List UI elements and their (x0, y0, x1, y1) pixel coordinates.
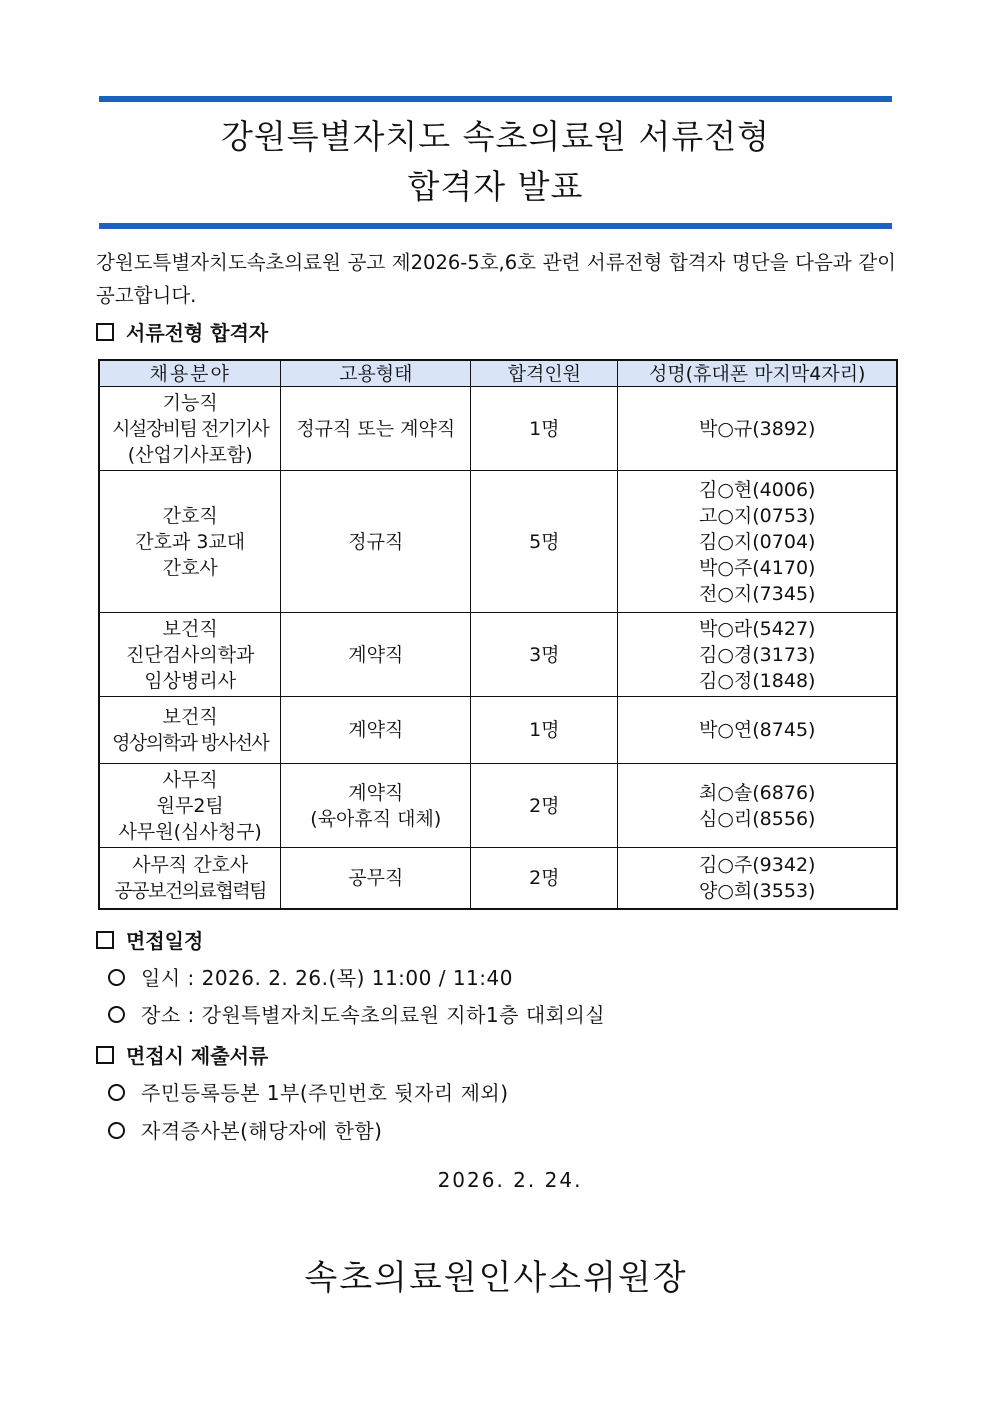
name-line: 박○규(3892) (698, 417, 816, 440)
section-header-schedule (96, 926, 203, 956)
circle-bullet-icon (108, 969, 125, 986)
cell-count: 1명 (471, 387, 618, 471)
intro-paragraph: 강원도특별자치도속초의료원 공고 제2026-5호,6호 관련 서류전형 합격자 명단을 다음과 같이 공고합니다. (96, 251, 896, 307)
field-line: 영상의학과 방사선사 (112, 732, 269, 754)
field-line: 간호사 (162, 556, 218, 579)
type-line: 계약직 (348, 719, 404, 741)
table-row (99, 848, 897, 909)
cell-count: 3명 (471, 613, 618, 697)
cell-type (281, 848, 471, 909)
bullet-text: 주민등록등본 1부(주민번호 뒷자리 제외) (141, 1081, 509, 1105)
cell-field (99, 613, 281, 697)
name-line: 전○지(7345) (698, 582, 816, 605)
bullet-text: 장소 : 강원특별자치도속초의료원 지하1층 대회의실 (141, 1003, 606, 1027)
document-item (108, 1116, 382, 1146)
cell-type (281, 387, 471, 471)
title-line-1: 강원특별자치도 속초의료원 서류전형 (220, 117, 771, 156)
field-line: 사무직 간호사 (132, 853, 249, 876)
cell-field (99, 764, 281, 848)
title-line-2: 합격자 발표 (407, 167, 584, 206)
name-line: 김○경(3173) (698, 643, 816, 666)
field-line: 사무원(심사청구) (118, 820, 262, 843)
table-row (99, 764, 897, 848)
checkbox-square-icon (96, 931, 114, 949)
name-line: 최○솔(6876) (698, 781, 816, 804)
page-title (99, 112, 892, 212)
title-top-rule (99, 96, 892, 102)
section-header-results (96, 318, 268, 348)
name-line: 김○지(0704) (698, 530, 816, 553)
schedule-place (108, 1000, 605, 1030)
schedule-datetime (108, 963, 513, 993)
type-line: 정규직 또는 계약직 (296, 417, 456, 440)
name-line: 양○희(3553) (698, 879, 816, 902)
table-row (99, 697, 897, 764)
circle-bullet-icon (108, 1084, 125, 1101)
cell-names (618, 697, 897, 764)
table-row (99, 613, 897, 697)
signature-authority: 속초의료원인사소위원장 (304, 1258, 688, 1298)
field-line: 기능직 (162, 391, 218, 414)
document-item (108, 1078, 509, 1108)
field-line: 간호직 (162, 504, 218, 527)
cell-names (618, 471, 897, 613)
cell-names (618, 848, 897, 909)
type-line: (육아휴직 대체) (310, 807, 442, 830)
name-line: 박○라(5427) (698, 617, 816, 640)
field-line: 공공보건의료협력팀 (114, 879, 267, 902)
table-row (99, 471, 897, 613)
cell-count: 2명 (471, 764, 618, 848)
bullet-text: 일시 : 2026. 2. 26.(목) 11:00 / 11:40 (141, 966, 513, 990)
field-line: 진단검사의학과 (125, 643, 255, 666)
cell-field (99, 471, 281, 613)
section-header-documents (96, 1041, 268, 1071)
header-field: 채용분야 (99, 360, 281, 387)
table-row (99, 387, 897, 471)
field-line: 보건직 (162, 617, 218, 640)
cell-names (618, 764, 897, 848)
cell-count: 2명 (471, 848, 618, 909)
cell-count: 5명 (471, 471, 618, 613)
name-line: 박○연(8745) (698, 719, 816, 741)
results-table (98, 359, 898, 910)
cell-field (99, 387, 281, 471)
name-line: 김○주(9342) (698, 853, 816, 876)
type-line: 공무직 (348, 866, 404, 889)
field-line: 사무직 (162, 768, 218, 791)
cell-type (281, 697, 471, 764)
cell-type (281, 764, 471, 848)
type-line: 계약직 (348, 643, 404, 666)
cell-count: 1명 (471, 697, 618, 764)
field-line: 임상병리사 (144, 669, 237, 692)
name-line: 심○리(8556) (698, 807, 816, 830)
name-line: 김○정(1848) (698, 669, 816, 692)
type-line: 계약직 (348, 781, 404, 804)
cell-field (99, 697, 281, 764)
name-line: 고○지(0753) (698, 504, 816, 527)
field-line: (산업기사포함) (127, 443, 253, 466)
type-line: 정규직 (348, 530, 404, 553)
cell-type (281, 471, 471, 613)
header-type: 고용형태 (281, 360, 471, 387)
field-line: 시설장비팀 전기기사 (112, 417, 269, 440)
name-line: 박○주(4170) (698, 556, 816, 579)
cell-names (618, 387, 897, 471)
checkbox-square-icon (96, 1046, 114, 1064)
field-line: 원무2팀 (156, 794, 224, 817)
header-count: 합격인원 (471, 360, 618, 387)
cell-type (281, 613, 471, 697)
cell-names (618, 613, 897, 697)
title-bottom-rule (99, 223, 892, 229)
checkbox-square-icon (96, 323, 114, 341)
circle-bullet-icon (108, 1122, 125, 1139)
section-title: 면접시 제출서류 (126, 1044, 269, 1068)
section-title: 면접일정 (126, 929, 204, 953)
section-title: 서류전형 합격자 (126, 321, 269, 345)
header-names: 성명(휴대폰 마지막4자리) (618, 360, 897, 387)
bullet-text: 자격증사본(해당자에 한함) (141, 1119, 383, 1143)
table-header-row (99, 360, 897, 387)
circle-bullet-icon (108, 1006, 125, 1023)
field-line: 간호과 3교대 (135, 530, 246, 553)
field-line: 보건직 (162, 706, 218, 728)
name-line: 김○현(4006) (698, 478, 816, 501)
cell-field (99, 848, 281, 909)
announcement-date: 2026. 2. 24. (437, 1168, 583, 1192)
